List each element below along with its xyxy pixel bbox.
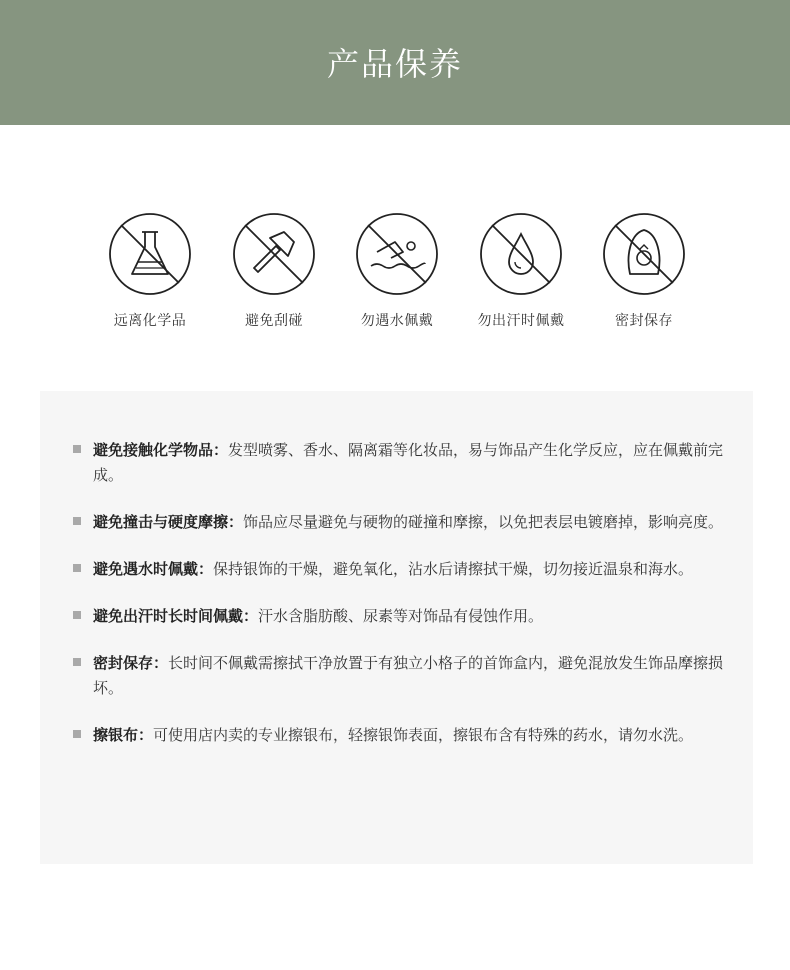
bullet-square: [73, 564, 81, 572]
care-item-chemicals: [88, 212, 212, 330]
tip-text: 可使用店内卖的专业擦银布，轻擦银饰表面，擦银布含有特殊的药水，请勿水洗。: [153, 726, 694, 744]
flask-icon: [108, 212, 192, 296]
tip-title: 避免遇水时佩戴：: [93, 560, 214, 578]
tip-text: 保持银饰的干燥，避免氧化，沾水后请擦拭干燥，切勿接近温泉和海水。: [213, 560, 694, 578]
icon-label: 勿出汗时佩戴: [477, 313, 565, 329]
ring-box-icon: [602, 212, 686, 296]
tip-title: 擦银布：: [93, 726, 154, 744]
care-tips-panel: [40, 391, 753, 864]
tip-item: [40, 557, 753, 582]
tip-item: [40, 651, 753, 701]
bullet-square: [73, 611, 81, 619]
icon-label: 勿遇水佩戴: [360, 313, 434, 329]
header-banner: [0, 0, 790, 125]
care-item-scratch: [212, 212, 336, 330]
tip-item: [40, 510, 753, 535]
water-drop-icon: [479, 212, 563, 296]
care-item-sweat: [459, 212, 583, 330]
bullet-square: [73, 658, 81, 666]
care-tips-list: [40, 438, 753, 770]
tip-item: [40, 438, 753, 488]
tip-title: 避免接触化学物品：: [93, 441, 229, 459]
tip-title: 密封保存：: [93, 654, 169, 672]
tip-item: [40, 723, 753, 748]
swimmer-icon: [355, 212, 439, 296]
tip-title: 避免撞击与硬度摩擦：: [93, 513, 244, 531]
icon-label: 密封保存: [615, 313, 673, 329]
tip-text: 发型喷雾、香水、隔离霜等化妆品，易与饰品产生化学反应，应在佩戴前完成。: [93, 441, 724, 484]
bullet-square: [73, 445, 81, 453]
tip-text: 长时间不佩戴需擦拭干净放置于有独立小格子的首饰盒内，避免混放发生饰品摩擦损坏。: [93, 654, 724, 697]
tip-text: 饰品应尽量避免与硬物的碰撞和摩擦，以免把表层电镀磨掉，影响亮度。: [243, 513, 724, 531]
care-item-storage: [582, 212, 706, 330]
care-icons-row: [0, 212, 790, 342]
icon-label: 避免刮碰: [245, 313, 303, 329]
bullet-square: [73, 517, 81, 525]
tip-title: 避免出汗时长时间佩戴：: [93, 607, 259, 625]
tip-text: 汗水含脂肪酸、尿素等对饰品有侵蚀作用。: [258, 607, 544, 625]
icon-label: 远离化学品: [113, 313, 187, 329]
page-title: 产品保养: [326, 44, 463, 83]
care-item-water: [335, 212, 459, 330]
hammer-icon: [232, 212, 316, 296]
tip-item: [40, 604, 753, 629]
bullet-square: [73, 730, 81, 738]
